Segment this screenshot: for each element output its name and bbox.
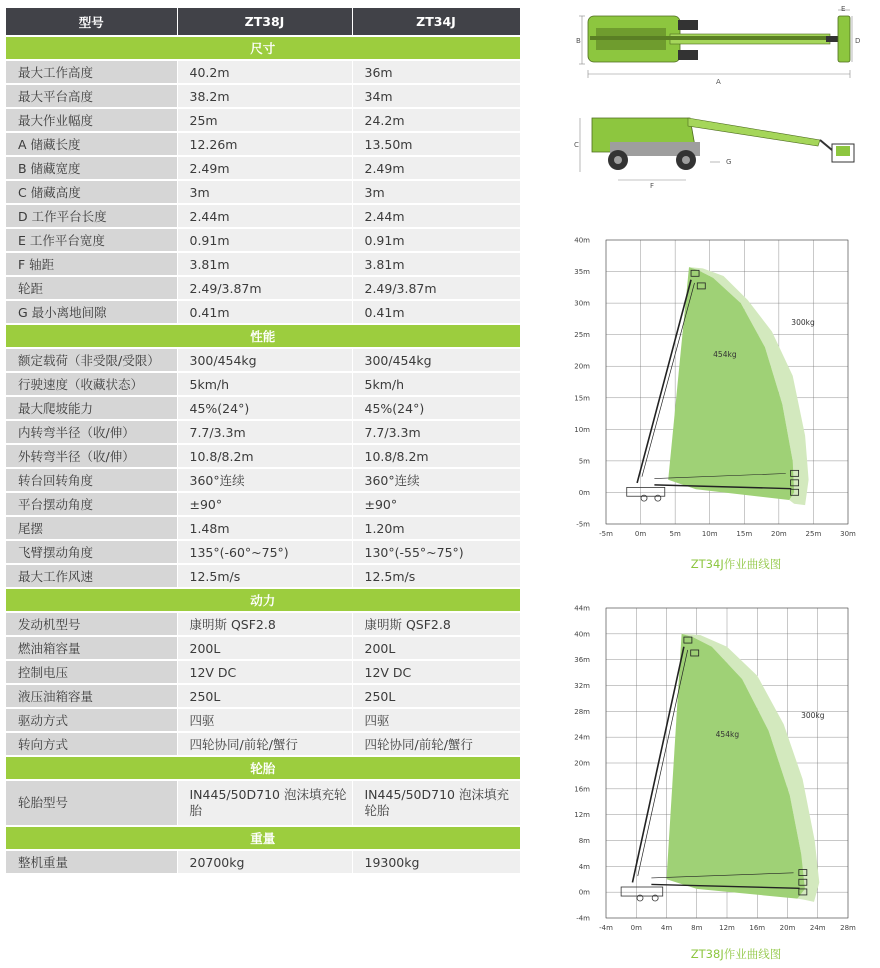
dim-d-label: D <box>855 37 861 45</box>
x-tick-label: 12m <box>719 924 735 932</box>
y-tick-label: 10m <box>574 425 590 434</box>
label-454kg: 454kg <box>715 730 740 740</box>
section-header-row <box>6 36 520 60</box>
zt38j-value: 0.91m <box>177 228 352 252</box>
zt34j-value: 3m <box>352 180 520 204</box>
zt34j-value: 2.49/3.87m <box>352 276 520 300</box>
zt34j-value: IN445/50D710 泡沫填充轮胎 <box>352 780 520 826</box>
zt38j-value: 20700kg <box>177 850 352 874</box>
dim-e-label: E <box>841 6 846 13</box>
spec-label: F 轴距 <box>6 252 177 276</box>
zt38j-value: 2.44m <box>177 204 352 228</box>
y-tick-label: 36m <box>574 656 590 665</box>
dim-f-label: F <box>650 182 655 190</box>
zt34j-value: 24.2m <box>352 108 520 132</box>
spec-label: 飞臂摆动角度 <box>6 540 177 564</box>
zt34j-value: 5km/h <box>352 372 520 396</box>
zt34j-value: 0.91m <box>352 228 520 252</box>
zt34j-value: 360°连续 <box>352 468 520 492</box>
spec-table <box>6 8 521 875</box>
x-tick-label: 10m <box>701 530 718 538</box>
zt38j-work-envelope-chart <box>570 600 860 938</box>
spec-row <box>6 108 520 132</box>
envelope-454kg <box>668 267 794 500</box>
x-tick-label: 4m <box>660 924 673 932</box>
zt38j-value: 45%(24°) <box>177 396 352 420</box>
y-tick-label: -5m <box>576 520 590 529</box>
zt34j-value: 四轮协同/前轮/蟹行 <box>352 732 520 756</box>
spec-row <box>6 420 520 444</box>
spec-row <box>6 444 520 468</box>
x-tick-label: 20m <box>770 530 787 538</box>
x-tick-label: 5m <box>669 530 681 538</box>
x-tick-label: 8m <box>691 924 703 932</box>
zt34j-value: 康明斯 QSF2.8 <box>352 612 520 636</box>
zt38j-value: 25m <box>177 108 352 132</box>
spec-row <box>6 780 520 826</box>
zt34j-value: 7.7/3.3m <box>352 420 520 444</box>
zt38j-value: 10.8/8.2m <box>177 444 352 468</box>
zt34j-value: 0.41m <box>352 300 520 324</box>
spec-label: 最大工作风速 <box>6 564 177 588</box>
zt34j-value: 13.50m <box>352 132 520 156</box>
spec-row <box>6 132 520 156</box>
zt34j-value: 19300kg <box>352 850 520 874</box>
y-tick-label: 16m <box>574 785 590 794</box>
y-tick-label: 32m <box>574 682 590 690</box>
spec-label: 转向方式 <box>6 732 177 756</box>
spec-row <box>6 156 520 180</box>
x-tick-label: 16m <box>749 924 766 932</box>
zt38j-value: 12.26m <box>177 132 352 156</box>
spec-row <box>6 300 520 324</box>
y-tick-label: -4m <box>576 914 590 923</box>
y-tick-label: 0m <box>578 488 590 497</box>
zt34j-value: 1.20m <box>352 516 520 540</box>
y-tick-label: 8m <box>578 837 590 845</box>
spec-label: 转台回转角度 <box>6 468 177 492</box>
y-tick-label: 4m <box>578 862 590 871</box>
y-tick-label: 0m <box>578 888 590 897</box>
section-header-row <box>6 324 520 348</box>
dim-b-label: B <box>576 37 581 45</box>
zt34j-value: 34m <box>352 84 520 108</box>
zt34j-value: 200L <box>352 636 520 660</box>
spec-row <box>6 612 520 636</box>
spec-label: 最大工作高度 <box>6 60 177 84</box>
spec-row <box>6 276 520 300</box>
zt38j-chart-caption: ZT38J作业曲线图 <box>690 947 782 961</box>
label-454kg: 454kg <box>713 349 737 359</box>
x-tick-label: -4m <box>599 924 613 932</box>
spec-label: G 最小离地间隙 <box>6 300 177 324</box>
zt34j-value: 130°(-55°~75°) <box>352 540 520 564</box>
zt38j-value: 3m <box>177 180 352 204</box>
spec-row <box>6 60 520 84</box>
y-tick-label: 20m <box>574 362 590 371</box>
y-tick-label: 30m <box>574 299 590 308</box>
spec-label: 发动机型号 <box>6 612 177 636</box>
zt34j-header: ZT34J <box>352 8 520 36</box>
zt38j-value: 135°(-60°~75°) <box>177 540 352 564</box>
zt34j-value: 250L <box>352 684 520 708</box>
zt38j-value: 1.48m <box>177 516 352 540</box>
top-view-diagram <box>570 6 870 86</box>
spec-label: A 储藏长度 <box>6 132 177 156</box>
zt34j-value: ±90° <box>352 492 520 516</box>
spec-label: E 工作平台宽度 <box>6 228 177 252</box>
section-header-row <box>6 756 520 780</box>
section-header-row <box>6 588 520 612</box>
spec-label: 轮胎型号 <box>6 780 177 826</box>
spec-label: 液压油箱容量 <box>6 684 177 708</box>
zt38j-value: 200L <box>177 636 352 660</box>
spec-row <box>6 252 520 276</box>
zt34j-value: 四驱 <box>352 708 520 732</box>
side-view-diagram <box>570 104 870 190</box>
x-tick-label: 20m <box>779 924 796 932</box>
spec-row <box>6 180 520 204</box>
zt38j-value: 40.2m <box>177 60 352 84</box>
dim-g-label: G <box>726 158 732 166</box>
zt38j-value: 四轮协同/前轮/蟹行 <box>177 732 352 756</box>
x-tick-label: 0m <box>634 530 647 538</box>
zt38j-value: 12.5m/s <box>177 564 352 588</box>
spec-row <box>6 660 520 684</box>
spec-label: 控制电压 <box>6 660 177 684</box>
label-300kg: 300kg <box>791 318 815 328</box>
zt34j-value: 45%(24°) <box>352 396 520 420</box>
y-tick-label: 12m <box>574 811 590 820</box>
spec-row <box>6 468 520 492</box>
zt34j-value: 12.5m/s <box>352 564 520 588</box>
spec-row <box>6 564 520 588</box>
spec-label: 最大作业幅度 <box>6 108 177 132</box>
spec-label: 行驶速度（收藏状态） <box>6 372 177 396</box>
zt34j-value: 12V DC <box>352 660 520 684</box>
zt34j-value: 3.81m <box>352 252 520 276</box>
zt34j-value: 10.8/8.2m <box>352 444 520 468</box>
spec-row <box>6 516 520 540</box>
spec-label: 尾摆 <box>6 516 177 540</box>
x-tick-label: 0m <box>630 924 642 932</box>
spec-row <box>6 732 520 756</box>
table-header-row <box>6 8 520 36</box>
y-tick-label: 25m <box>574 331 590 340</box>
label-300kg: 300kg <box>801 710 825 720</box>
spec-label: 驱动方式 <box>6 708 177 732</box>
y-tick-label: 40m <box>574 630 590 639</box>
dim-c-label: C <box>574 141 579 149</box>
section-title: 重量 <box>6 826 520 850</box>
y-tick-label: 44m <box>574 604 590 613</box>
spec-row <box>6 684 520 708</box>
zt38j-value: 250L <box>177 684 352 708</box>
zt38j-value: 38.2m <box>177 84 352 108</box>
y-tick-label: 15m <box>574 394 590 403</box>
spec-label: 整机重量 <box>6 850 177 874</box>
zt38j-value: 360°连续 <box>177 468 352 492</box>
spec-label: D 工作平台长度 <box>6 204 177 228</box>
zt38j-value: IN445/50D710 泡沫填充轮胎 <box>177 780 352 826</box>
spec-row <box>6 228 520 252</box>
dim-a-label: A <box>716 78 721 86</box>
spec-label: 平台摆动角度 <box>6 492 177 516</box>
zt34j-value: 300/454kg <box>352 348 520 372</box>
zt38j-value: 四驱 <box>177 708 352 732</box>
spec-label: 燃油箱容量 <box>6 636 177 660</box>
section-header-row <box>6 826 520 850</box>
spec-label: 最大平台高度 <box>6 84 177 108</box>
zt38j-value: 0.41m <box>177 300 352 324</box>
zt38j-value: 3.81m <box>177 252 352 276</box>
zt38j-value: 300/454kg <box>177 348 352 372</box>
x-tick-label: 15m <box>736 530 753 538</box>
spec-row <box>6 204 520 228</box>
spec-label: 内转弯半径（收/伸） <box>6 420 177 444</box>
spec-label: C 储藏高度 <box>6 180 177 204</box>
y-tick-label: 24m <box>574 733 590 742</box>
zt38j-value: 康明斯 QSF2.8 <box>177 612 352 636</box>
zt38j-value: 2.49m <box>177 156 352 180</box>
model-header: 型号 <box>6 8 177 36</box>
spec-label: B 储藏宽度 <box>6 156 177 180</box>
zt34j-value: 2.44m <box>352 204 520 228</box>
zt34j-work-envelope-chart <box>570 232 860 550</box>
section-title: 动力 <box>6 588 520 612</box>
x-tick-label: 25m <box>805 530 822 538</box>
zt38j-value: 5km/h <box>177 372 352 396</box>
y-tick-label: 5m <box>578 457 590 466</box>
zt38j-value: ±90° <box>177 492 352 516</box>
zt38j-value: 7.7/3.3m <box>177 420 352 444</box>
spec-row <box>6 636 520 660</box>
spec-row <box>6 540 520 564</box>
y-tick-label: 40m <box>574 236 590 245</box>
zt34j-value: 2.49m <box>352 156 520 180</box>
x-tick-label: 30m <box>840 530 856 538</box>
spec-row <box>6 850 520 874</box>
zt38j-header: ZT38J <box>177 8 352 36</box>
zt34j-chart-caption: ZT34J作业曲线图 <box>690 557 782 571</box>
spec-row <box>6 708 520 732</box>
spec-row <box>6 396 520 420</box>
x-tick-label: -5m <box>599 530 613 538</box>
section-title: 轮胎 <box>6 756 520 780</box>
spec-row <box>6 372 520 396</box>
zt38j-value: 12V DC <box>177 660 352 684</box>
zt34j-value: 36m <box>352 60 520 84</box>
spec-row <box>6 348 520 372</box>
y-tick-label: 35m <box>574 268 590 277</box>
y-tick-label: 28m <box>574 707 590 716</box>
spec-row <box>6 492 520 516</box>
x-tick-label: 24m <box>809 924 826 932</box>
spec-label: 额定载荷（非受限/受限） <box>6 348 177 372</box>
spec-row <box>6 84 520 108</box>
section-title: 尺寸 <box>6 36 520 60</box>
spec-label: 外转弯半径（收/伸） <box>6 444 177 468</box>
spec-label: 最大爬坡能力 <box>6 396 177 420</box>
zt38j-value: 2.49/3.87m <box>177 276 352 300</box>
spec-label: 轮距 <box>6 276 177 300</box>
x-tick-label: 28m <box>840 924 856 932</box>
section-title: 性能 <box>6 324 520 348</box>
y-tick-label: 20m <box>574 759 590 768</box>
